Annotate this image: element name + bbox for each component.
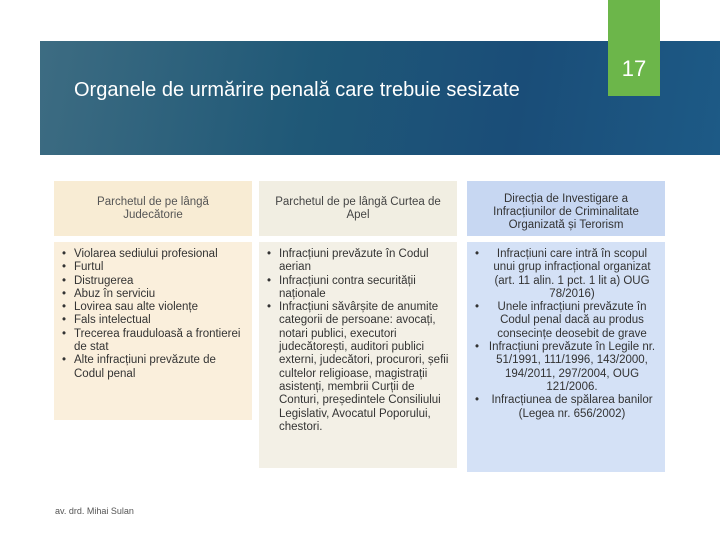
list-item: • Lovirea sau alte violențe [62,301,246,314]
list-item: • Abuz în serviciu [62,288,246,301]
column-body [54,242,252,420]
list-item: • Furtul [62,261,246,274]
list-item: • Infracțiuni contra securității naționale [267,275,451,302]
offense-list [62,248,246,381]
slide-title: Organele de urmărire penală care trebuie sesizate [74,79,520,101]
list-item: • Fals intelectual [62,314,246,327]
column-header: Parchetul de pe lângă Judecătorie [54,181,252,236]
list-item: • Unele infracțiuni prevăzute în Codul penal dacă au produs consecințe deosebit de grave [475,301,659,341]
list-item: • Infracțiuni care intră în scopul unui grup infracțional organizat (art. 11 alin. 1 pct. 1 lit a) OUG 78/2016) [475,248,659,301]
offense-list [267,248,451,434]
list-item: • Trecerea frauduloasă a frontierei de stat [62,328,246,355]
column-header: Direcția de Investigare a Infracțiunilor de Criminalitate Organizată și Terorism [467,181,665,236]
column-body [259,242,457,468]
list-item: • Violarea sediului profesional [62,248,246,261]
author-footer: av. drd. Mihai Sulan [55,506,134,516]
slide-number: 17 [621,56,647,81]
column-diicot [467,181,665,472]
list-item: • Alte infracțiuni prevăzute de Codul penal [62,354,246,381]
column-judecatorie [54,181,252,420]
slide-number-badge [608,0,660,96]
column-curtea-de-apel [259,181,457,468]
list-item: • Infracțiuni prevăzute în Codul aerian [267,248,451,275]
list-item: • Infracțiuni săvârșite de anumite categorii de persoane: avocați, notari publici, executori judecătorești, auditori publici externi, judecători, procurori, șefii cultelor religioase, magistrații asistenți, membrii Curții de Conturi, președintele Consiliului Legislativ, Avocatul Poporului, chestori. [267,301,451,434]
list-item: • Distrugerea [62,275,246,288]
column-body [467,242,665,472]
list-item: • Infracțiuni prevăzute în Legile nr. 51/1991, 111/1996, 143/2000, 194/2011, 297/2004, OUG 121/2006. [475,341,659,394]
offense-list [475,248,659,421]
list-item: • Infracțiunea de spălarea banilor (Legea nr. 656/2002) [475,394,659,421]
column-header: Parchetul de pe lângă Curtea de Apel [259,181,457,236]
